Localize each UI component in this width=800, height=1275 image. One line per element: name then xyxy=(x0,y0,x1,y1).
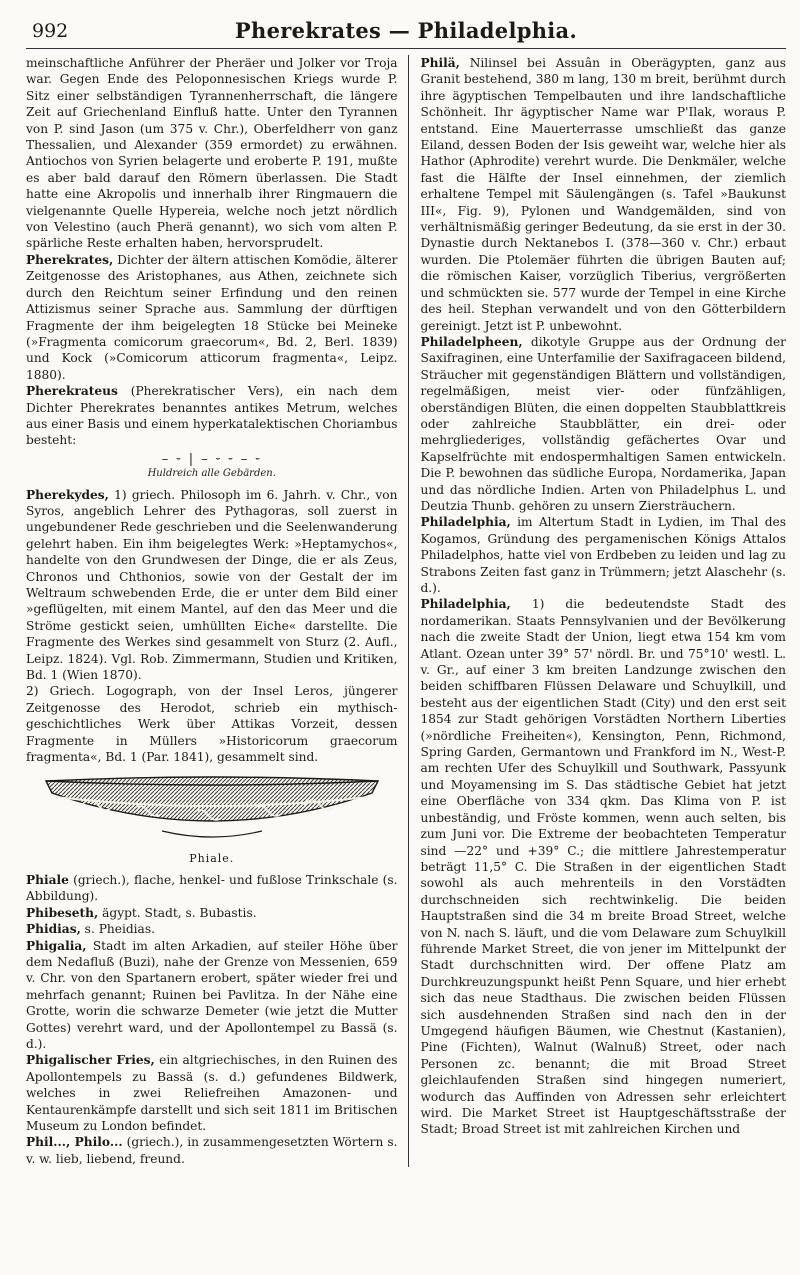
entry-pherae-continued: meinschaftliche Anführer der Pheräer und Jolker vor Troja war. Gegen Ende des Peloponnesischen Kriegs wurde P. Sitz einer selbständigen Tyrannenherrschaft, die längere Zeit auf Griechenland Einfluß hatte. Unter den Tyrannen von P. sind Jason (um 375 v. Chr.), Oberfeldherr von ganz Thessalien, und Alexander (359 ermordet) zu erwähnen. Antiochos von Syrien belagerte und eroberte P. 191, mußte es aber bald darauf den Römern überlassen. Die Stadt hatte eine Akropolis und innerhalb ihrer Ringmauern die vielgenannte Quelle Hypereia, welche noch jetzt nördlich von Velestino (auch Pherä genannt), wo sich vom alten P. spärliche Reste erhalten haben, hervorsprudelt. xyxy=(26,56,398,251)
entry-text: dikotyle Gruppe aus der Ordnung der Saxifraginen, eine Unterfamilie der Saxifragaceen bildend, Sträucher mit gegenständigen Blättern und vollständigen, regelmäßigen, meist vier- oder fünfzähligen, oberständigen Blüten, die einen doppelten Staubblattkreis oder zahlreiche Staubblätter, ein drei- oder mehrgliederiges, vollständig gefächertes Ovar und Kapselfrüchte mit endospermhaltigen Samen entwickeln. Die P. bewohnen das südliche Europa, Nordamerika, Japan und das nördliche Indien. Arten von Philadelphus L. und Deutzia Thunb. gehören zu unsern Ziersträuchern. xyxy=(420,334,786,513)
entry-text: im Altertum Stadt in Lydien, im Thal des Kogamos, Gründung des pergamenischen Königs Attalos Philadelphos, hatte viel von Erdbeben zu leiden und lag zu Strabons Zeiten fast ganz in Trümmern; jetzt Alaschehr (s. d.). xyxy=(420,515,786,595)
left-column xyxy=(26,55,409,1167)
headword: Phibeseth, xyxy=(26,905,99,920)
entry-pherekydes-2: 2) Griech. Logograph, von der Insel Leros, jüngerer Zeitgenosse des Herodot, schrieb ein mythisch-geschichtliches Werk über Attikas Vorzeit, dessen Fragmente in Müllers »Historicorum graecorum fragmenta«, Bd. 1 (Par. 1841), gesammelt sind. xyxy=(26,684,398,765)
figure-caption: Phiale. xyxy=(189,852,235,866)
headword: Philadelphia, xyxy=(420,597,511,612)
entry-text: Stadt im alten Arkadien, auf steiler Höhe über dem Nedafluß (Buzi), nahe der Grenze von Messenien, 659 v. Chr. von den Spartanern erobert, später wieder frei und mehrfach genannt; Ruinen bei Pavlitza. In der Nähe eine Grotte, worin die schwarze Demeter (wie jetzt die Mutter Gottes) verehrt ward, und der Apollontempel zu Bassä (s. d.). xyxy=(26,938,398,1051)
entry-text: ein altgriechisches, in den Ruinen des Apollontempels zu Bassä (s. d.) gefundenes Bildwerk, welches in zwei Reliefreihen Amazonen- und Kentaurenkämpfe darstellt und sich seit 1811 im Britischen Museum zu London befindet. xyxy=(26,1053,398,1133)
page-number: 992 xyxy=(32,20,69,42)
entry-philadelpheen xyxy=(421,334,787,514)
headword: Pherekrateus xyxy=(26,384,118,399)
meter-example: Huldreich alle Gebärden. xyxy=(147,468,276,480)
entry-pherekrates xyxy=(26,252,398,383)
headword: Phidias, xyxy=(26,922,81,937)
right-column xyxy=(409,55,787,1167)
entry-text: 1) griech. Philosoph im 6. Jahrh. v. Chr., von Syros, angeblich Lehrer des Pythagoras, soll zuerst in ungebundener Rede geschrieben und die Seelenwanderung gelehrt haben. Ein ihm beigelegtes Werk: »Heptamychos«, handelte von den Grundwesen der Dinge, die er als Zeus, Chronos und Chthonios, sowie von der Gestalt der im Weltraum schwebenden Erde, die er unter dem Bild einer »geflügelten, mit einem Mantel, auf den das Meer und die Ströme gestickt seien, umhüllten Eiche« darstellte. Die Fragmente des Werkes sind gesammelt von Sturz (2. Aufl., Leipz. 1824). Vgl. Rob. Zimmermann, Studien und Kritiken, Bd. 1 (Wien 1870). xyxy=(26,487,398,683)
entry-phigalia xyxy=(26,938,398,1053)
entry-text: ägypt. Stadt, s. Bubastis. xyxy=(98,905,257,920)
phiale-bowl-drawing xyxy=(42,771,382,849)
entry-text: Nilinsel bei Assuân in Oberägypten, ganz aus Granit bestehend, 380 m lang, 130 m breit, berühmt durch ihre ägyptischen Tempelbauten und ihre landschaftliche Schönheit. Ihr ägyptischer Name war P'Ilak, woraus P. entstand. Eine Mauerterrasse umschließt das ganze Eiland, dessen Boden der Isis geweiht war, welche hier als Hathor (Aphrodite) verehrt wurde. Die Denkmäler, welche fast die Hälfte der Insel einnehmen, der ziemlich erhaltene Tempel mit Säulengängen (s. Tafel »Baukunst III«, Fig. 9), Pylonen und Wandgemälden, sind von verhältnismäßig geringer Bedeutung, da sie erst in der 30. Dynastie durch Nektanebos I. (378—360 v. Chr.) erbaut wurden. Die Ptolemäer führten die übrigen Bauten auf; die römischen Kaiser, vorzüglich Tiberius, vergrößerten und schmückten sie. 577 wurde der Tempel in eine Kirche des heil. Stephan verwandelt und von den Götterbildern gereinigt. Jetzt ist P. unbewohnt. xyxy=(420,56,786,333)
entry-philae xyxy=(421,55,787,334)
entry-text: (griech.), in zusammengesetzten Wörtern s. v. w. lieb, liebend, freund. xyxy=(26,1135,398,1166)
page-header xyxy=(26,12,786,49)
entry-philadelphia-lydia xyxy=(421,514,787,596)
entry-pherekrateus xyxy=(26,383,398,449)
entry-phiale xyxy=(26,872,398,905)
entry-phibeseth xyxy=(26,905,398,921)
entry-text: s. Pheidias. xyxy=(80,922,155,937)
headword: Pherekydes, xyxy=(26,487,109,502)
running-head: Pherekrates — Philadelphia. xyxy=(234,18,578,43)
headword: Philadelpheen, xyxy=(420,334,523,349)
headword: Phigalischer Fries, xyxy=(26,1053,155,1068)
entry-philadelphia-usa xyxy=(421,596,787,1137)
entry-pherekydes xyxy=(26,487,398,684)
entry-text: (Pherekratischer Vers), ein nach dem Dichter Pherekrates benanntes antikes Metrum, welches aus einer Basis und einem hyperkatalektischen Choriambus besteht: xyxy=(26,384,398,448)
entry-text: 1) die bedeutendste Stadt des nordamerikan. Staats Pennsylvanien und der Bevölkerung nach die zweite Stadt der Union, liegt etwa 154 km vom Atlant. Ozean unter 39° 57' nördl. Br. und 75°10' westl. L. v. Gr., auf einer 3 km breiten Landzunge zwischen den beiden schiffbaren Flüssen Delaware und Schuylkill, und besteht aus der eigentlichen Stadt (City) und den erst seit 1854 zur Stadt gehörigen Vorstädten Northern Liberties (»nördliche Freiheiten«), Kensington, Penn, Richmond, Spring Garden, Germantown und Frankford im N., West-P. am rechten Ufer des Schuylkill und Southwark, Passyunk und Moyamensing im S. Das städtische Gebiet hat jetzt eine Oberfläche von 334 qkm. Das Klima von P. ist unbeständig, und Fröste kommen, wenn auch selten, bis zum Juni vor. Die Extreme der beobachteten Temperatur sind —22° und +39° C.; die mittlere Jahrestemperatur beträgt 11,5° C. Die Straßen in der eigentlichen Stadt sowohl als auch mehrenteils in den Vorstädten durchschneiden sich rechtwinkelig. Die beiden Hauptstraßen sind die 34 m breite Broad Street, welche von N. nach S. läuft, und die vom Delaware zum Schuylkill führende Market Street, die von jener im Mittelpunkt der Stadt durchschnitten wird. Der offene Platz am Durchkreuzungspunkt heißt Penn Square, und hier erhebt sich das neue Stadthaus. Die zwischen beiden Flüssen sich ausdehnenden Straßen sind nach den in der Umgegend häufigen Bäumen, wie Chestnut (Kastanien), Pine (Fichten), Walnut (Walnuß) Street, oder nach Personen zc. benannt; die mit Broad Street gleichlaufenden Straßen sind hingegen numeriert, wodurch das Auffinden von Adressen sehr erleichtert wird. Die Market Street ist Hauptgeschäftsstraße der Stadt; Broad Street ist mit zahlreichen Kirchen und xyxy=(420,597,786,1137)
headword: Philä, xyxy=(420,56,460,70)
headword: Philadelphia, xyxy=(420,515,511,530)
entry-phil-philo xyxy=(26,1134,398,1167)
entry-text: (griech.), flache, henkel- und fußlose Trinkschale (s. Abbildung). xyxy=(26,872,398,904)
entry-phigalischer-fries xyxy=(26,1052,398,1134)
headword: Pherekrates, xyxy=(26,252,114,267)
two-column-body xyxy=(26,55,786,1167)
headword: Phil..., Philo... xyxy=(26,1135,123,1150)
entry-phidias xyxy=(26,921,398,937)
meter-scheme: – ⏑ | – ⏑ ⏑ – ⏑ xyxy=(161,451,262,467)
phiale-illustration xyxy=(26,771,398,867)
entry-text: Dichter der ältern attischen Komödie, älterer Zeitgenosse des Aristophanes, aus Athen, zeichnete sich durch den Reichtum seiner Erfindung und den reinen Attizismus seiner Sprache aus. Sammlung der dürftigen Fragmente der ihm beigelegten 18 Stücke bei Meineke (»Fragmenta comicorum graecorum«, Bd. 2, Berl. 1839) und Kock (»Comicorum atticorum fragmenta«, Leipz. 1880). xyxy=(26,252,398,382)
headword: Phigalia, xyxy=(26,938,87,953)
headword: Phiale xyxy=(26,872,69,887)
